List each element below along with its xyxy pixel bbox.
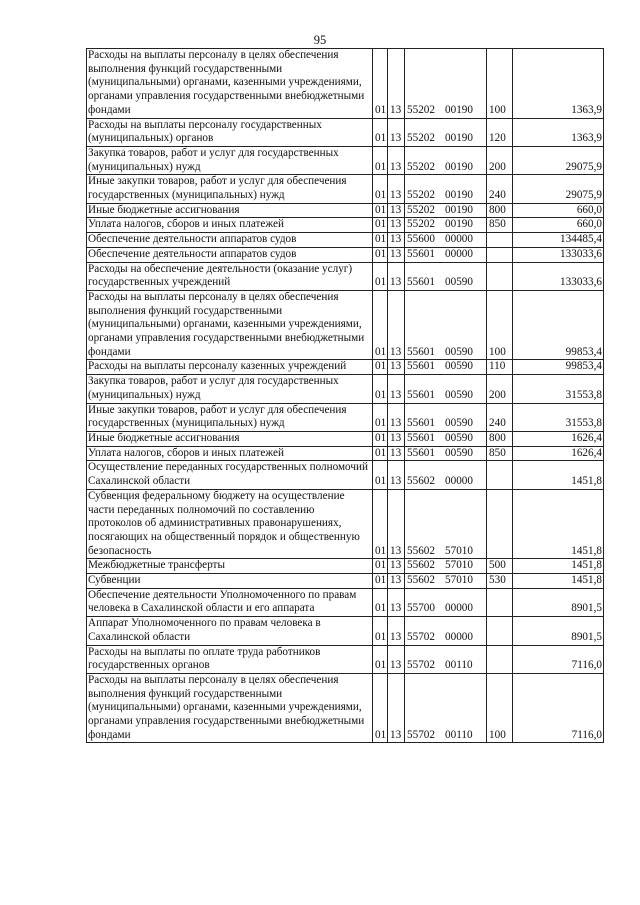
section-code: 01 <box>373 218 388 233</box>
subsection-code: 13 <box>388 233 405 248</box>
target-program-code: 55202 <box>407 160 435 173</box>
section-code: 01 <box>373 118 388 146</box>
table-row <box>87 645 604 673</box>
amount: 8901,5 <box>513 617 604 645</box>
section-code: 01 <box>373 617 388 645</box>
target-program-code: 55601 <box>407 431 435 444</box>
subsection-code: 13 <box>388 588 405 616</box>
amount: 1451,8 <box>513 461 604 489</box>
subsection-code: 13 <box>388 203 405 218</box>
expense-type-code <box>487 588 513 616</box>
expense-name: Обеспечение деятельности аппаратов судов <box>87 233 373 248</box>
table-row <box>87 218 604 233</box>
target-direction-code: 00190 <box>445 189 473 202</box>
amount: 1626,4 <box>513 431 604 446</box>
target-direction-code: 00190 <box>445 132 473 145</box>
target-item-code <box>405 489 487 559</box>
expense-type-code <box>487 461 513 489</box>
target-item-code <box>405 617 487 645</box>
section-code: 01 <box>373 574 388 589</box>
target-item-code <box>405 118 487 146</box>
amount: 1363,9 <box>513 118 604 146</box>
subsection-code: 13 <box>388 574 405 589</box>
target-direction-code: 00190 <box>445 218 473 231</box>
target-program-code: 55601 <box>407 446 435 459</box>
target-program-code: 55702 <box>407 728 435 741</box>
amount: 1626,4 <box>513 446 604 461</box>
expense-name: Осуществление переданных государственных полномочий Сахалинской области <box>87 461 373 489</box>
target-direction-code: 00590 <box>445 446 473 459</box>
target-direction-code: 00190 <box>445 203 473 216</box>
target-direction-code: 00190 <box>445 103 473 116</box>
section-code: 01 <box>373 262 388 290</box>
amount: 133033,6 <box>513 262 604 290</box>
amount: 7116,0 <box>513 645 604 673</box>
expense-type-code: 530 <box>487 574 513 589</box>
amount: 29075,9 <box>513 175 604 203</box>
subsection-code: 13 <box>388 645 405 673</box>
target-program-code: 55601 <box>407 417 435 430</box>
amount: 1451,8 <box>513 489 604 559</box>
expense-name: Иные бюджетные ассигнования <box>87 203 373 218</box>
target-direction-code: 00000 <box>445 602 473 615</box>
target-program-code: 55202 <box>407 203 435 216</box>
target-program-code: 55202 <box>407 189 435 202</box>
subsection-code: 13 <box>388 559 405 574</box>
amount: 99853,4 <box>513 360 604 375</box>
table-row <box>87 247 604 262</box>
expense-name: Расходы на выплаты персоналу казенных учреждений <box>87 360 373 375</box>
target-item-code <box>405 588 487 616</box>
section-code: 01 <box>373 233 388 248</box>
expense-type-code: 200 <box>487 375 513 403</box>
expense-type-code: 100 <box>487 673 513 743</box>
amount: 7116,0 <box>513 673 604 743</box>
table-row <box>87 203 604 218</box>
section-code: 01 <box>373 375 388 403</box>
target-direction-code: 57010 <box>445 574 473 587</box>
expense-type-code: 110 <box>487 360 513 375</box>
subsection-code: 13 <box>388 118 405 146</box>
target-item-code <box>405 403 487 431</box>
table-row <box>87 489 604 559</box>
expense-name: Иные закупки товаров, работ и услуг для обеспечения государственных (муниципальных) нужд <box>87 175 373 203</box>
target-item-code <box>405 673 487 743</box>
section-code: 01 <box>373 203 388 218</box>
target-direction-code: 00590 <box>445 431 473 444</box>
target-item-code <box>405 360 487 375</box>
target-item-code <box>405 375 487 403</box>
expense-name: Иные закупки товаров, работ и услуг для обеспечения государственных (муниципальных) нужд <box>87 403 373 431</box>
expense-type-code <box>487 645 513 673</box>
section-code: 01 <box>373 175 388 203</box>
table-row <box>87 588 604 616</box>
section-code: 01 <box>373 431 388 446</box>
table-row <box>87 431 604 446</box>
table-row <box>87 146 604 174</box>
target-item-code <box>405 175 487 203</box>
expense-name: Расходы на выплаты персоналу в целях обеспечения выполнения функций государственными (муниципальными) органами, казенными учреждениями, органами управления государственными внебюджетными фондами <box>87 290 373 360</box>
target-program-code: 55602 <box>407 559 435 572</box>
table-row <box>87 118 604 146</box>
table-row <box>87 446 604 461</box>
subsection-code: 13 <box>388 290 405 360</box>
section-code: 01 <box>373 673 388 743</box>
expense-name: Субвенции <box>87 574 373 589</box>
expense-type-code <box>487 247 513 262</box>
expense-name: Закупка товаров, работ и услуг для государственных (муниципальных) нужд <box>87 375 373 403</box>
target-program-code: 55702 <box>407 630 435 643</box>
subsection-code: 13 <box>388 617 405 645</box>
table-row <box>87 233 604 248</box>
target-direction-code: 00000 <box>445 630 473 643</box>
target-direction-code: 00000 <box>445 233 473 246</box>
section-code: 01 <box>373 588 388 616</box>
expense-name: Расходы на обеспечение деятельности (оказание услуг) государственных учреждений <box>87 262 373 290</box>
subsection-code: 13 <box>388 375 405 403</box>
target-direction-code: 00000 <box>445 475 473 488</box>
target-item-code <box>405 233 487 248</box>
expense-type-code: 120 <box>487 118 513 146</box>
table-row <box>87 375 604 403</box>
section-code: 01 <box>373 360 388 375</box>
target-program-code: 55601 <box>407 247 435 260</box>
amount: 1451,8 <box>513 574 604 589</box>
subsection-code: 13 <box>388 360 405 375</box>
expense-type-code: 100 <box>487 49 513 119</box>
subsection-code: 13 <box>388 146 405 174</box>
section-code: 01 <box>373 489 388 559</box>
subsection-code: 13 <box>388 218 405 233</box>
expense-name: Аппарат Уполномоченного по правам человека в Сахалинской области <box>87 617 373 645</box>
expense-type-code: 800 <box>487 203 513 218</box>
expense-type-code: 240 <box>487 175 513 203</box>
table-row <box>87 617 604 645</box>
target-program-code: 55601 <box>407 388 435 401</box>
expense-name: Субвенция федеральному бюджету на осуществление части переданных полномочий по составлению протоколов об административных правонарушениях, посягающих на общественный порядок и общественную безопасность <box>87 489 373 559</box>
target-item-code <box>405 262 487 290</box>
expense-name: Расходы на выплаты по оплате труда работников государственных органов <box>87 645 373 673</box>
amount: 1363,9 <box>513 49 604 119</box>
target-program-code: 55202 <box>407 218 435 231</box>
target-item-code <box>405 574 487 589</box>
target-direction-code: 00590 <box>445 345 473 358</box>
target-item-code <box>405 146 487 174</box>
target-program-code: 55600 <box>407 233 435 246</box>
section-code: 01 <box>373 446 388 461</box>
target-direction-code: 57010 <box>445 559 473 572</box>
expense-type-code: 850 <box>487 446 513 461</box>
expense-type-code: 100 <box>487 290 513 360</box>
target-item-code <box>405 49 487 119</box>
amount: 8901,5 <box>513 588 604 616</box>
table-row <box>87 262 604 290</box>
subsection-code: 13 <box>388 247 405 262</box>
amount: 660,0 <box>513 218 604 233</box>
expense-type-code <box>487 617 513 645</box>
target-direction-code: 00110 <box>445 728 473 741</box>
subsection-code: 13 <box>388 403 405 431</box>
amount: 31553,8 <box>513 403 604 431</box>
amount: 29075,9 <box>513 146 604 174</box>
table-row <box>87 673 604 743</box>
expense-name: Расходы на выплаты персоналу в целях обеспечения выполнения функций государственными (муниципальными) органами, казенными учреждениями, органами управления государственными внебюджетными фондами <box>87 673 373 743</box>
expense-type-code <box>487 233 513 248</box>
table-row <box>87 49 604 119</box>
table-row <box>87 574 604 589</box>
budget-table-body <box>87 49 604 743</box>
amount: 660,0 <box>513 203 604 218</box>
target-program-code: 55601 <box>407 345 435 358</box>
subsection-code: 13 <box>388 431 405 446</box>
expense-type-code: 800 <box>487 431 513 446</box>
target-direction-code: 00590 <box>445 388 473 401</box>
target-item-code <box>405 559 487 574</box>
subsection-code: 13 <box>388 673 405 743</box>
target-program-code: 55702 <box>407 659 435 672</box>
expense-name: Иные бюджетные ассигнования <box>87 431 373 446</box>
expense-name: Межбюджетные трансферты <box>87 559 373 574</box>
target-program-code: 55602 <box>407 544 435 557</box>
amount: 99853,4 <box>513 290 604 360</box>
expense-name: Расходы на выплаты персоналу в целях обеспечения выполнения функций государственными (муниципальными) органами, казенными учреждениями, органами управления государственными внебюджетными фондами <box>87 49 373 119</box>
section-code: 01 <box>373 461 388 489</box>
section-code: 01 <box>373 290 388 360</box>
expense-name: Обеспечение деятельности Уполномоченного по правам человека в Сахалинской области и его аппарата <box>87 588 373 616</box>
subsection-code: 13 <box>388 446 405 461</box>
expense-type-code: 500 <box>487 559 513 574</box>
section-code: 01 <box>373 645 388 673</box>
target-direction-code: 00190 <box>445 160 473 173</box>
table-row <box>87 461 604 489</box>
section-code: 01 <box>373 403 388 431</box>
target-program-code: 55700 <box>407 602 435 615</box>
budget-table <box>86 48 604 743</box>
target-program-code: 55601 <box>407 276 435 289</box>
target-direction-code: 00590 <box>445 417 473 430</box>
amount: 1451,8 <box>513 559 604 574</box>
amount: 31553,8 <box>513 375 604 403</box>
target-item-code <box>405 247 487 262</box>
target-direction-code: 00590 <box>445 276 473 289</box>
page-number: 95 <box>313 33 327 47</box>
target-direction-code: 00110 <box>445 659 473 672</box>
target-direction-code: 57010 <box>445 544 473 557</box>
subsection-code: 13 <box>388 262 405 290</box>
expense-type-code <box>487 489 513 559</box>
target-program-code: 55202 <box>407 132 435 145</box>
target-direction-code: 00590 <box>445 360 473 373</box>
target-item-code <box>405 461 487 489</box>
table-row <box>87 559 604 574</box>
subsection-code: 13 <box>388 489 405 559</box>
expense-name: Уплата налогов, сборов и иных платежей <box>87 446 373 461</box>
expense-name: Уплата налогов, сборов и иных платежей <box>87 218 373 233</box>
target-program-code: 55202 <box>407 103 435 116</box>
target-program-code: 55602 <box>407 574 435 587</box>
target-item-code <box>405 446 487 461</box>
section-code: 01 <box>373 247 388 262</box>
amount: 134485,4 <box>513 233 604 248</box>
section-code: 01 <box>373 559 388 574</box>
expense-type-code <box>487 262 513 290</box>
target-program-code: 55602 <box>407 475 435 488</box>
subsection-code: 13 <box>388 175 405 203</box>
section-code: 01 <box>373 146 388 174</box>
target-item-code <box>405 645 487 673</box>
table-row <box>87 403 604 431</box>
subsection-code: 13 <box>388 461 405 489</box>
expense-name: Закупка товаров, работ и услуг для государственных (муниципальных) нужд <box>87 146 373 174</box>
expense-type-code: 240 <box>487 403 513 431</box>
section-code: 01 <box>373 49 388 119</box>
target-item-code <box>405 290 487 360</box>
subsection-code: 13 <box>388 49 405 119</box>
target-item-code <box>405 431 487 446</box>
expense-name: Расходы на выплаты персоналу государственных (муниципальных) органов <box>87 118 373 146</box>
table-row <box>87 360 604 375</box>
table-row <box>87 175 604 203</box>
target-item-code <box>405 203 487 218</box>
expense-name: Обеспечение деятельности аппаратов судов <box>87 247 373 262</box>
target-direction-code: 00000 <box>445 247 473 260</box>
table-row <box>87 290 604 360</box>
target-item-code <box>405 218 487 233</box>
expense-type-code: 200 <box>487 146 513 174</box>
target-program-code: 55601 <box>407 360 435 373</box>
expense-type-code: 850 <box>487 218 513 233</box>
amount: 133033,6 <box>513 247 604 262</box>
